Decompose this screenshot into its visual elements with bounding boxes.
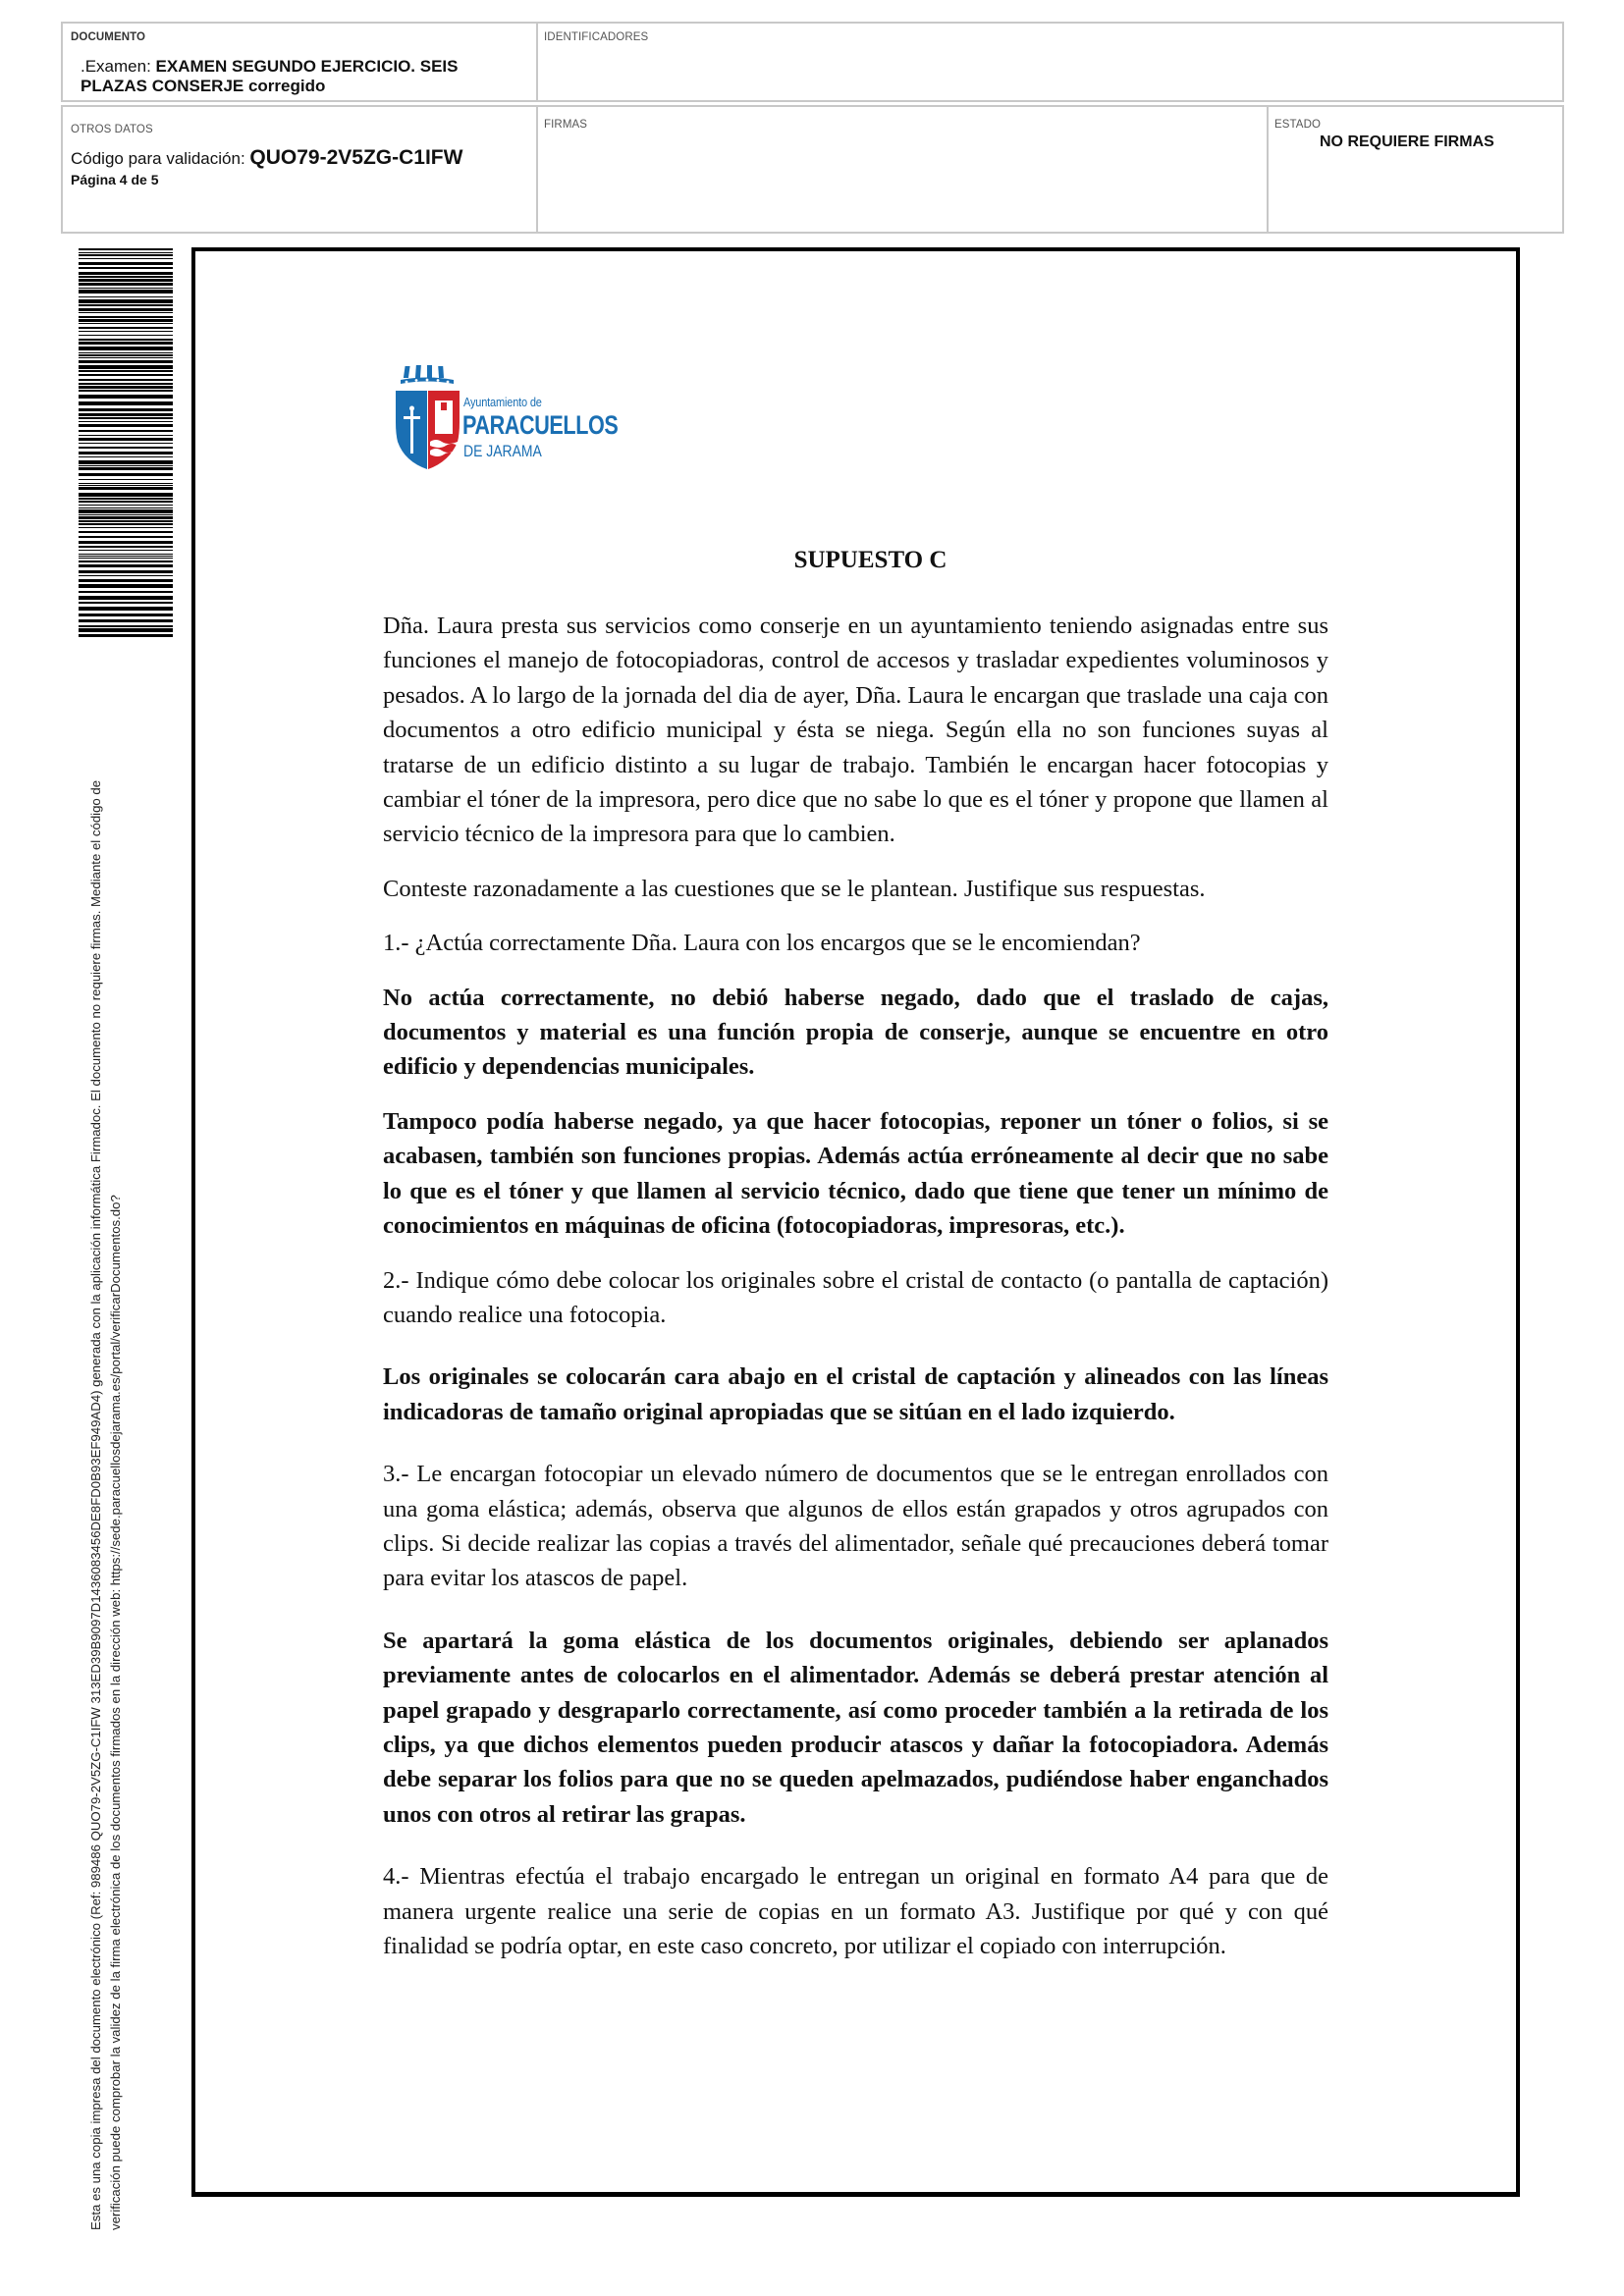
barcode-bar — [79, 614, 173, 616]
barcode-bar — [79, 299, 173, 303]
document-body — [383, 543, 1328, 1983]
logo-text-ayuntamiento: Ayuntamiento de — [463, 396, 542, 409]
barcode-bar — [79, 272, 173, 275]
logo-text-paracuellos: PARACUELLOS — [462, 410, 619, 440]
barcode-bar — [79, 316, 173, 318]
barcode-bar — [79, 430, 173, 432]
barcode-bar — [79, 276, 173, 278]
barcode-bar — [79, 452, 173, 454]
side-note-line-2: verificación puede comprobar la validez de la firma electrónica de los documentos firmados en la dirección web: https://sede.paracuellosdejarama.es/portal/verificarDocumentos.do? — [108, 1195, 123, 2230]
barcode-bar — [79, 584, 173, 588]
barcode-bar — [79, 374, 173, 376]
barcode-bar — [79, 625, 173, 627]
barcode-bar — [79, 386, 173, 389]
barcode-bar — [79, 505, 173, 506]
barcode-bar — [79, 541, 173, 544]
barcode-bar — [79, 252, 173, 253]
barcode-bar — [79, 507, 173, 508]
barcode-bar — [79, 296, 173, 297]
barcode-bar — [79, 408, 173, 411]
barcode-bar — [79, 288, 173, 289]
barcode-bar — [79, 421, 173, 422]
validation-label: Código para validación: — [71, 149, 250, 168]
barcode-bar — [79, 536, 173, 538]
barcode-bar — [79, 516, 173, 519]
barcode-bar — [79, 619, 173, 622]
barcode-bar — [79, 498, 173, 500]
barcode-bar — [79, 262, 173, 265]
barcode-bar — [79, 383, 173, 385]
barcode-bar — [79, 283, 173, 286]
case-intro: Dña. Laura presta sus servicios como conserje en un ayuntamiento teniendo asignadas entre sus funciones el manejo de fotocopiadoras, control de accesos y trasladar expedientes voluminosos y pesados. A lo largo de la jornada del dia de ayer, Dña. Laura le encargan que traslade una caja con documentos a otro edificio municipal y ésta se niega. Según ella no son funciones suyas al tratarse de un edificio distinto a su lugar de trabajo. También le encargan hacer fotocopias y cambiar el tóner de la impresora, pero dice que no sabe lo que es el tóner y propone que llamen al servicio técnico de la impresora para que lo cambien. — [383, 613, 1328, 848]
barcode-bar — [79, 308, 173, 311]
barcode-bar — [79, 267, 173, 269]
barcode-bar — [79, 339, 173, 341]
barcode-bar — [79, 514, 173, 515]
barcode-bar — [79, 379, 173, 381]
answer-1-part-1: No actúa correctamente, no debió haberse negado, dado que el traslado de cajas, documentos y material es una función propia de conserje, aunque se encuentre en otro edificio y dependencias municipales. — [383, 984, 1328, 1081]
barcode-bar — [79, 424, 173, 427]
barcode-bar — [79, 485, 173, 486]
barcode-bar — [79, 290, 173, 294]
barcode-bar — [79, 456, 173, 457]
barcode-bar — [79, 531, 173, 533]
barcode-bar — [79, 319, 173, 322]
barcode-bar — [79, 628, 173, 632]
estado-label: ESTADO — [1274, 119, 1322, 131]
barcode-bar — [79, 435, 173, 436]
barcode-bar — [79, 554, 173, 555]
barcode-bar — [79, 467, 173, 470]
barcode-bar — [79, 473, 173, 476]
barcode-bar — [79, 335, 173, 336]
barcode-bar — [79, 417, 173, 419]
barcode-bar — [79, 354, 173, 356]
barcode-bar — [79, 479, 173, 480]
question-4: 4.- Mientras efectúa el trabajo encargado le entregan un original en formato A4 para que de manera urgente realice una serie de copias en un formato A3. Justifique por qué y con qué finalidad se podría optar, en este caso concreto, por utilizar el copiado con interrupción. — [383, 1863, 1328, 1959]
barcode-bar — [79, 258, 173, 259]
barcode-bar — [79, 342, 173, 345]
barcode-bar — [79, 596, 173, 600]
barcode-bar — [79, 327, 173, 329]
barcode-bar — [79, 493, 173, 497]
barcode-bar — [79, 304, 173, 306]
municipality-logo — [393, 363, 619, 473]
barcode-bar — [79, 360, 173, 363]
barcode-bar — [79, 634, 173, 637]
instruction: Conteste razonadamente a las cuestiones que se le plantean. Justifique sus respuestas. — [383, 875, 1206, 902]
barcode-bar — [79, 390, 173, 392]
estado-value: NO REQUIERE FIRMAS — [1320, 133, 1494, 150]
barcode-bar — [79, 248, 173, 250]
question-2: 2.- Indique cómo debe colocar los originales sobre el cristal de contacto (o pantalla de captación) cuando realice una fotocopia. — [383, 1266, 1328, 1328]
documento-cell — [61, 22, 538, 102]
barcode-bar — [79, 520, 173, 522]
barcode-bar — [79, 279, 173, 282]
logo-text-de-jarama: DE JARAMA — [463, 442, 542, 460]
barcode-bar — [79, 323, 173, 324]
barcode-bar — [79, 556, 173, 557]
firmas-cell — [536, 105, 1269, 234]
page-indicator: Página 4 de 5 — [71, 172, 159, 187]
verification-side-note — [86, 780, 126, 2230]
barcode-bar — [79, 365, 173, 369]
document-title-prefix: .Examen: — [81, 57, 156, 76]
barcode-bar — [79, 570, 173, 573]
firmas-label: FIRMAS — [544, 119, 588, 131]
barcode-bar — [79, 395, 173, 399]
barcode — [79, 248, 173, 637]
otros-datos-cell — [61, 105, 538, 234]
identificadores-cell — [536, 22, 1564, 102]
barcode-bar — [79, 591, 173, 593]
barcode-bar — [79, 352, 173, 353]
barcode-bar — [79, 254, 173, 256]
otros-datos-label: OTROS DATOS — [71, 124, 153, 135]
document-title — [81, 57, 513, 96]
barcode-bar — [79, 501, 173, 503]
barcode-bar — [79, 447, 173, 449]
document-title-bold: EXAMEN SEGUNDO EJERCICIO. SEIS PLAZAS CONSERJE corregido — [81, 57, 459, 95]
barcode-bar — [79, 550, 173, 551]
answer-2: Los originales se colocarán cara abajo en el cristal de captación y alineados con las líneas indicadoras de tamaño original apropiadas que se sitúan en el lado izquierdo. — [383, 1363, 1328, 1425]
documento-label: DOCUMENTO — [71, 31, 146, 43]
barcode-bar — [79, 443, 173, 444]
barcode-bar — [79, 370, 173, 372]
barcode-bar — [79, 527, 173, 528]
question-1: 1.- ¿Actúa correctamente Dña. Laura con los encargos que se le encomiendan? — [383, 930, 1141, 957]
coat-of-arms-icon — [393, 363, 461, 473]
barcode-bar — [79, 413, 173, 416]
barcode-bar — [79, 509, 173, 513]
barcode-bar — [79, 460, 173, 464]
identificadores-label: IDENTIFICADORES — [544, 31, 649, 43]
barcode-bar — [79, 602, 173, 604]
barcode-bar — [79, 579, 173, 582]
barcode-bar — [79, 312, 173, 313]
barcode-bar — [79, 487, 173, 490]
barcode-bar — [79, 546, 173, 548]
barcode-bar — [79, 331, 173, 332]
barcode-bar — [79, 465, 173, 466]
section-title: SUPUESTO C — [793, 547, 947, 573]
barcode-bar — [79, 401, 173, 405]
barcode-bar — [79, 607, 173, 611]
validation-code-line — [71, 146, 462, 170]
question-3: 3.- Le encargan fotocopiar un elevado número de documentos que se le entregan enrollados con una goma elástica; además, observa que algunos de ellos están grapados y otros agrupados con clips. Si decide realizar las copias a través del alimentador, señale qué precauciones deberá tomar para evitar los atascos de papel. — [383, 1461, 1328, 1592]
barcode-bar — [79, 564, 173, 567]
barcode-bar — [79, 357, 173, 358]
barcode-bar — [79, 575, 173, 576]
answer-3: Se apartará la goma elástica de los documentos originales, debiendo ser aplanados previamente antes de colocarlos en el alimentador. Además se deberá prestar atención al papel grapado y desgraparlo correctamente, así como proceder también a la retirada de los clips, ya que dichos elementos pueden producir atascos y dañar la fotocopiadora. Además debe separar los folios para que no se queden apelmazados, pudiéndose haber enganchados unos con otros al retirar las grapas. — [383, 1627, 1328, 1828]
side-note-line-1: Esta es una copia impresa del documento electrónico (Ref: 989486 QUO79-2V5ZG-C1IFW 313ED39B9097D1436083456DE8FD0B93EF949AD4) generada con la aplicación informática Firmadoc. El documento no requiere firmas. Mediante el código de — [88, 779, 103, 2230]
validation-code: QUO79-2V5ZG-C1IFW — [249, 146, 463, 169]
estado-cell — [1267, 105, 1564, 234]
barcode-bar — [79, 483, 173, 484]
barcode-bar — [79, 558, 173, 559]
barcode-bar — [79, 523, 173, 525]
barcode-bar — [79, 438, 173, 441]
answer-1-part-2: Tampoco podía haberse negado, ya que hacer fotocopias, reponer un tóner o folios, si se acabasen, también son funciones propias. Además actúa erróneamente al decir que no sabe lo que es el tóner y que llamen al servicio técnico, dado que tiene que tener un mínimo de conocimientos en máquinas de oficina (fotocopiadoras, impresoras, etc.). — [383, 1107, 1328, 1240]
barcode-bar — [79, 561, 173, 562]
barcode-bar — [79, 347, 173, 350]
